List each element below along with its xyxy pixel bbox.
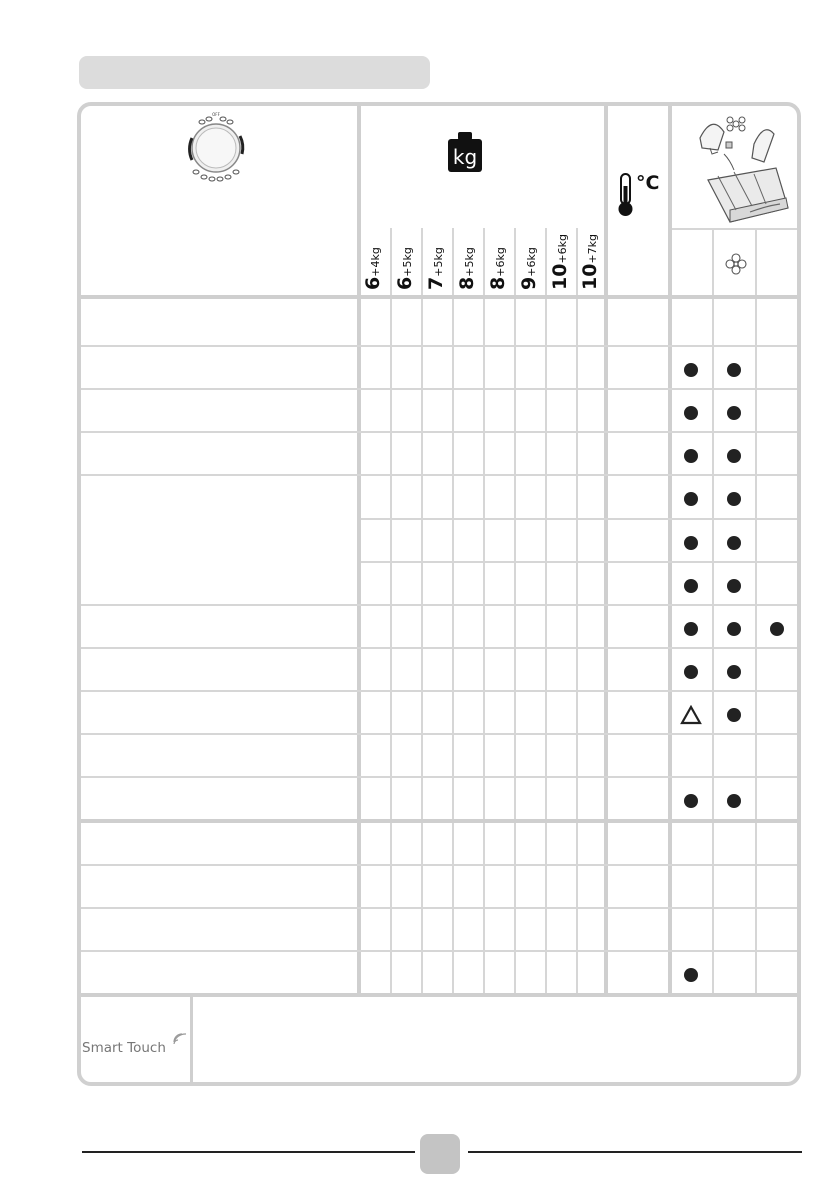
capacity-main: 7 [424, 276, 447, 290]
detergent-drawer-icon [690, 110, 796, 226]
compartment-dot [727, 449, 741, 463]
section-divider [81, 819, 797, 823]
row-divider [81, 647, 797, 649]
column-divider [668, 106, 672, 995]
compartment-dot [727, 492, 741, 506]
capacity-main: 6 [362, 276, 384, 290]
row-divider [81, 864, 797, 866]
footer-rule-right [468, 1151, 802, 1153]
compartment-dot [727, 363, 741, 377]
temperature-label: °C [636, 172, 660, 194]
column-divider [755, 228, 757, 995]
capacity-main: 8 [486, 276, 509, 290]
compartment-dot [684, 406, 698, 420]
capacity-sub: +5kg [462, 247, 476, 277]
capacity-label [425, 247, 447, 290]
capacity-label [579, 234, 601, 290]
row-divider [672, 228, 797, 230]
compartment-dot [684, 968, 698, 982]
row-divider [81, 388, 797, 390]
column-divider [545, 228, 547, 995]
capacity-main: 9 [517, 276, 540, 290]
section-title-bar [79, 56, 430, 89]
capacity-label [456, 247, 478, 290]
row-divider [81, 604, 797, 606]
compartment-dot [727, 536, 741, 550]
capacity-label [549, 234, 571, 290]
capacity-label [518, 247, 540, 290]
row-divider [81, 474, 797, 476]
footer-divider [81, 993, 797, 997]
column-divider [390, 228, 392, 995]
compartment-dot [684, 449, 698, 463]
compartment-dot [684, 536, 698, 550]
footer-rule-left [82, 1151, 415, 1153]
page-number-box [420, 1134, 460, 1174]
thermometer-icon [614, 172, 638, 218]
smart-touch-label: Smart Touch [82, 1040, 166, 1056]
capacity-label [394, 247, 416, 290]
svg-text:OFF: OFF [212, 112, 220, 117]
column-divider [421, 228, 423, 995]
capacity-sub: +6kg [555, 233, 569, 264]
compartment-dot [727, 622, 741, 636]
capacity-main: 10 [579, 263, 601, 290]
weight-icon [448, 132, 482, 172]
capacity-sub: +5kg [400, 247, 414, 277]
compartment-dot [684, 579, 698, 593]
program-dial-icon [178, 110, 254, 186]
compartment-dot [684, 492, 698, 506]
compartment-dot [727, 708, 741, 722]
column-divider [452, 228, 454, 995]
compartment-dot [727, 665, 741, 679]
column-divider [357, 106, 361, 995]
compartment-dot [727, 406, 741, 420]
row-divider [81, 733, 797, 735]
row-divider [81, 907, 797, 909]
capacity-sub: +7kg [586, 233, 599, 264]
row-divider [81, 950, 797, 952]
footer-column-divider [190, 995, 193, 1084]
capacity-label [487, 247, 509, 290]
compartment-dot [727, 579, 741, 593]
column-divider [483, 228, 485, 995]
row-divider [81, 431, 797, 433]
capacity-label [362, 247, 384, 290]
capacity-sub: +6kg [524, 247, 538, 277]
row-divider [81, 345, 797, 347]
header-divider [81, 295, 797, 299]
compartment-dot [684, 665, 698, 679]
column-divider [576, 228, 578, 995]
capacity-sub: +4kg [369, 247, 382, 277]
column-divider [712, 228, 714, 995]
flower-icon [724, 252, 748, 276]
compartment-dot [727, 794, 741, 808]
capacity-main: 10 [548, 263, 571, 290]
compartment-dot [770, 622, 784, 636]
capacity-main: 8 [455, 276, 478, 290]
compartment-dot [684, 622, 698, 636]
compartment-dot [684, 363, 698, 377]
column-divider [514, 228, 516, 995]
capacity-sub: +5kg [431, 247, 445, 277]
wireless-signal-icon [172, 1030, 190, 1048]
row-divider [361, 561, 797, 563]
capacity-sub: +6kg [493, 247, 507, 277]
row-divider [81, 690, 797, 692]
column-divider [604, 106, 608, 995]
weight-icon-label: kg [452, 145, 478, 169]
row-divider [361, 518, 797, 520]
row-divider [81, 776, 797, 778]
capacity-main: 6 [393, 276, 416, 290]
compartment-dot [684, 794, 698, 808]
optional-triangle-icon [680, 705, 702, 725]
